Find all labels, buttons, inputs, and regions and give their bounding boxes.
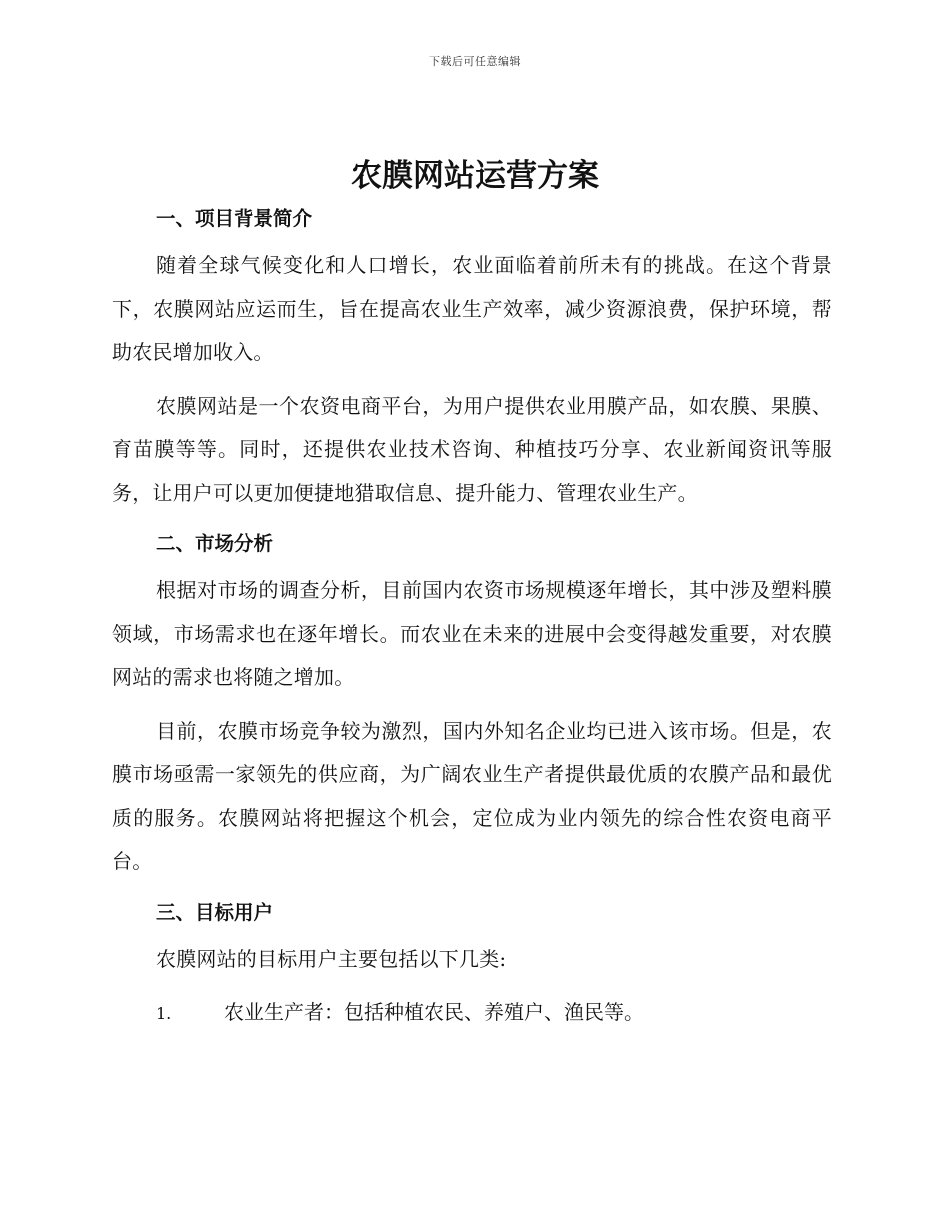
list-item-number: 1. (156, 1004, 172, 1023)
list-item-text: 农业生产者：包括种植农民、养殖户、渔民等。 (224, 1000, 644, 1024)
paragraph: 农膜网站的目标用户主要包括以下几类: (156, 946, 507, 971)
section-heading-background: 一、项目背景简介 (156, 207, 313, 230)
section-heading-market-analysis: 二、市场分析 (156, 532, 274, 555)
section-heading-target-users: 三、目标用户 (156, 900, 274, 924)
page-header-note: 下载后可任意编辑 (429, 55, 521, 68)
document-body (112, 200, 832, 1035)
document-title: 农膜网站运营方案 (351, 158, 599, 194)
paragraph: 农膜网站是一个农资电商平台，为用户提供农业用膜产品，如农膜、果膜、育苗膜等等。同时，还提供农业技术咨询、种植技巧分享、农业新闻资讯等服务，让用户可以更加便捷地猎取信息、提升能力、管理农业生产。 (112, 393, 832, 505)
paragraph: 随着全球气候变化和人口增长，农业面临着前所未有的挑战。在这个背景下，农膜网站应运而生，旨在提高农业生产效率，减少资源浪费，保护环境，帮助农民增加收入。 (112, 253, 832, 364)
list-item (156, 991, 832, 1035)
paragraph: 根据对市场的调查分析，目前国内农资市场规模逐年增长，其中涉及塑料膜领域，市场需求也在逐年增长。而农业在未来的进展中会变得越发重要，对农膜网站的需求也将随之增加。 (112, 578, 832, 689)
paragraph: 目前，农膜市场竞争较为激烈，国内外知名企业均已进入该市场。但是，农膜市场亟需一家领先的供应商，为广阔农业生产者提供最优质的农膜产品和最优质的服务。农膜网站将把握这个机会，定位成为业内领先的综合性农资电商平台。 (112, 718, 832, 873)
